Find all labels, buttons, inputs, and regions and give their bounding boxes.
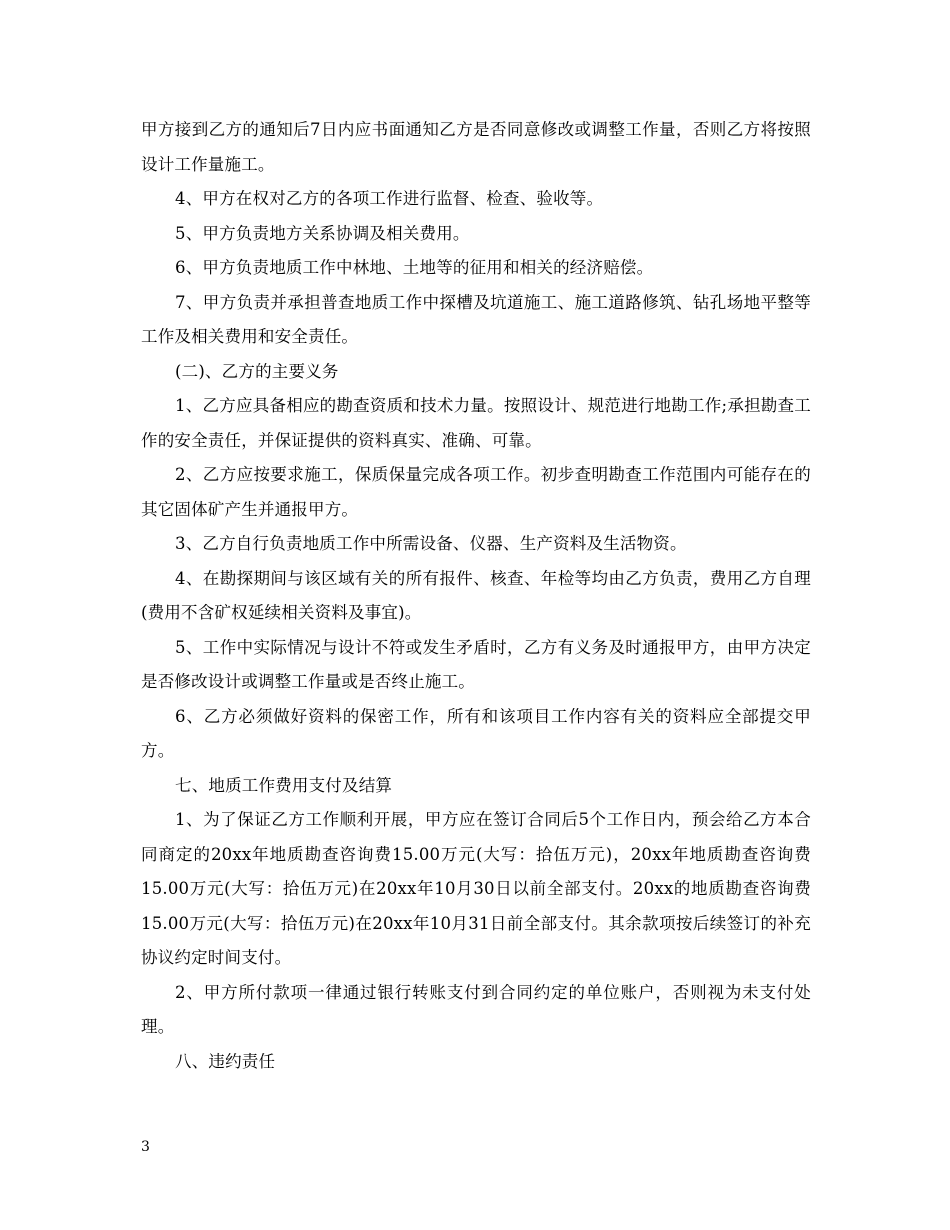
paragraph: 甲方接到乙方的通知后7日内应书面通知乙方是否同意修改或调整工作量，否则乙方将按照设计工作量施工。 bbox=[141, 120, 811, 174]
paragraph: 2、甲方所付款项一律通过银行转账支付到合同约定的单位账户，否则视为未支付处理。 bbox=[141, 982, 811, 1036]
paragraph: 5、甲方负责地方关系协调及相关费用。 bbox=[175, 223, 470, 243]
paragraph: 2、乙方应按要求施工，保质保量完成各项工作。初步查明勘查工作范围内可能存在的其它固体矿产生并通报甲方。 bbox=[141, 465, 811, 519]
section-heading: 八、违约责任 bbox=[175, 1051, 276, 1071]
paragraph: 1、乙方应具备相应的勘查资质和技术力量。按照设计、规范进行地勘工作;承担勘查工作的安全责任，并保证提供的资料真实、准确、可靠。 bbox=[141, 396, 811, 450]
paragraph: 6、乙方必须做好资料的保密工作，所有和该项目工作内容有关的资料应全部提交甲方。 bbox=[141, 706, 811, 760]
page-number: 3 bbox=[141, 1139, 150, 1155]
paragraph: 4、甲方在权对乙方的各项工作进行监督、检查、验收等。 bbox=[175, 189, 604, 208]
document-body bbox=[141, 113, 811, 1079]
paragraph: 4、在勘探期间与该区域有关的所有报件、核查、年检等均由乙方负责，费用乙方自理(费用不含矿权延续相关资料及事宜)。 bbox=[141, 568, 811, 622]
section-heading: (二)、乙方的主要义务 bbox=[175, 361, 339, 381]
paragraph: 7、甲方负责并承担普查地质工作中探槽及坑道施工、施工道路修筑、钻孔场地平整等工作及相关费用和安全责任。 bbox=[141, 292, 811, 346]
paragraph: 1、为了保证乙方工作顺利开展，甲方应在签订合同后5个工作日内，预会给乙方本合同商定的20xx年地质勘查咨询费15.00万元(大写：拾伍万元)，20xx年地质勘查咨询费15.00万元(大写：拾伍万元)在20xx年10月30日以前全部支付。20xx的地质勘查咨询费15.00万元(大写：拾伍万元)在20xx年10月31日前全部支付。其余款项按后续签订的补充协议约定时间支付。 bbox=[141, 810, 811, 967]
paragraph: 3、乙方自行负责地质工作中所需设备、仪器、生产资料及生活物资。 bbox=[175, 534, 687, 553]
section-heading: 七、地质工作费用支付及结算 bbox=[175, 775, 393, 795]
paragraph: 5、工作中实际情况与设计不符或发生矛盾时，乙方有义务及时通报甲方，由甲方决定是否修改设计或调整工作量或是否终止施工。 bbox=[141, 637, 811, 691]
paragraph: 6、甲方负责地质工作中林地、土地等的征用和相关的经济赔偿。 bbox=[175, 258, 654, 277]
